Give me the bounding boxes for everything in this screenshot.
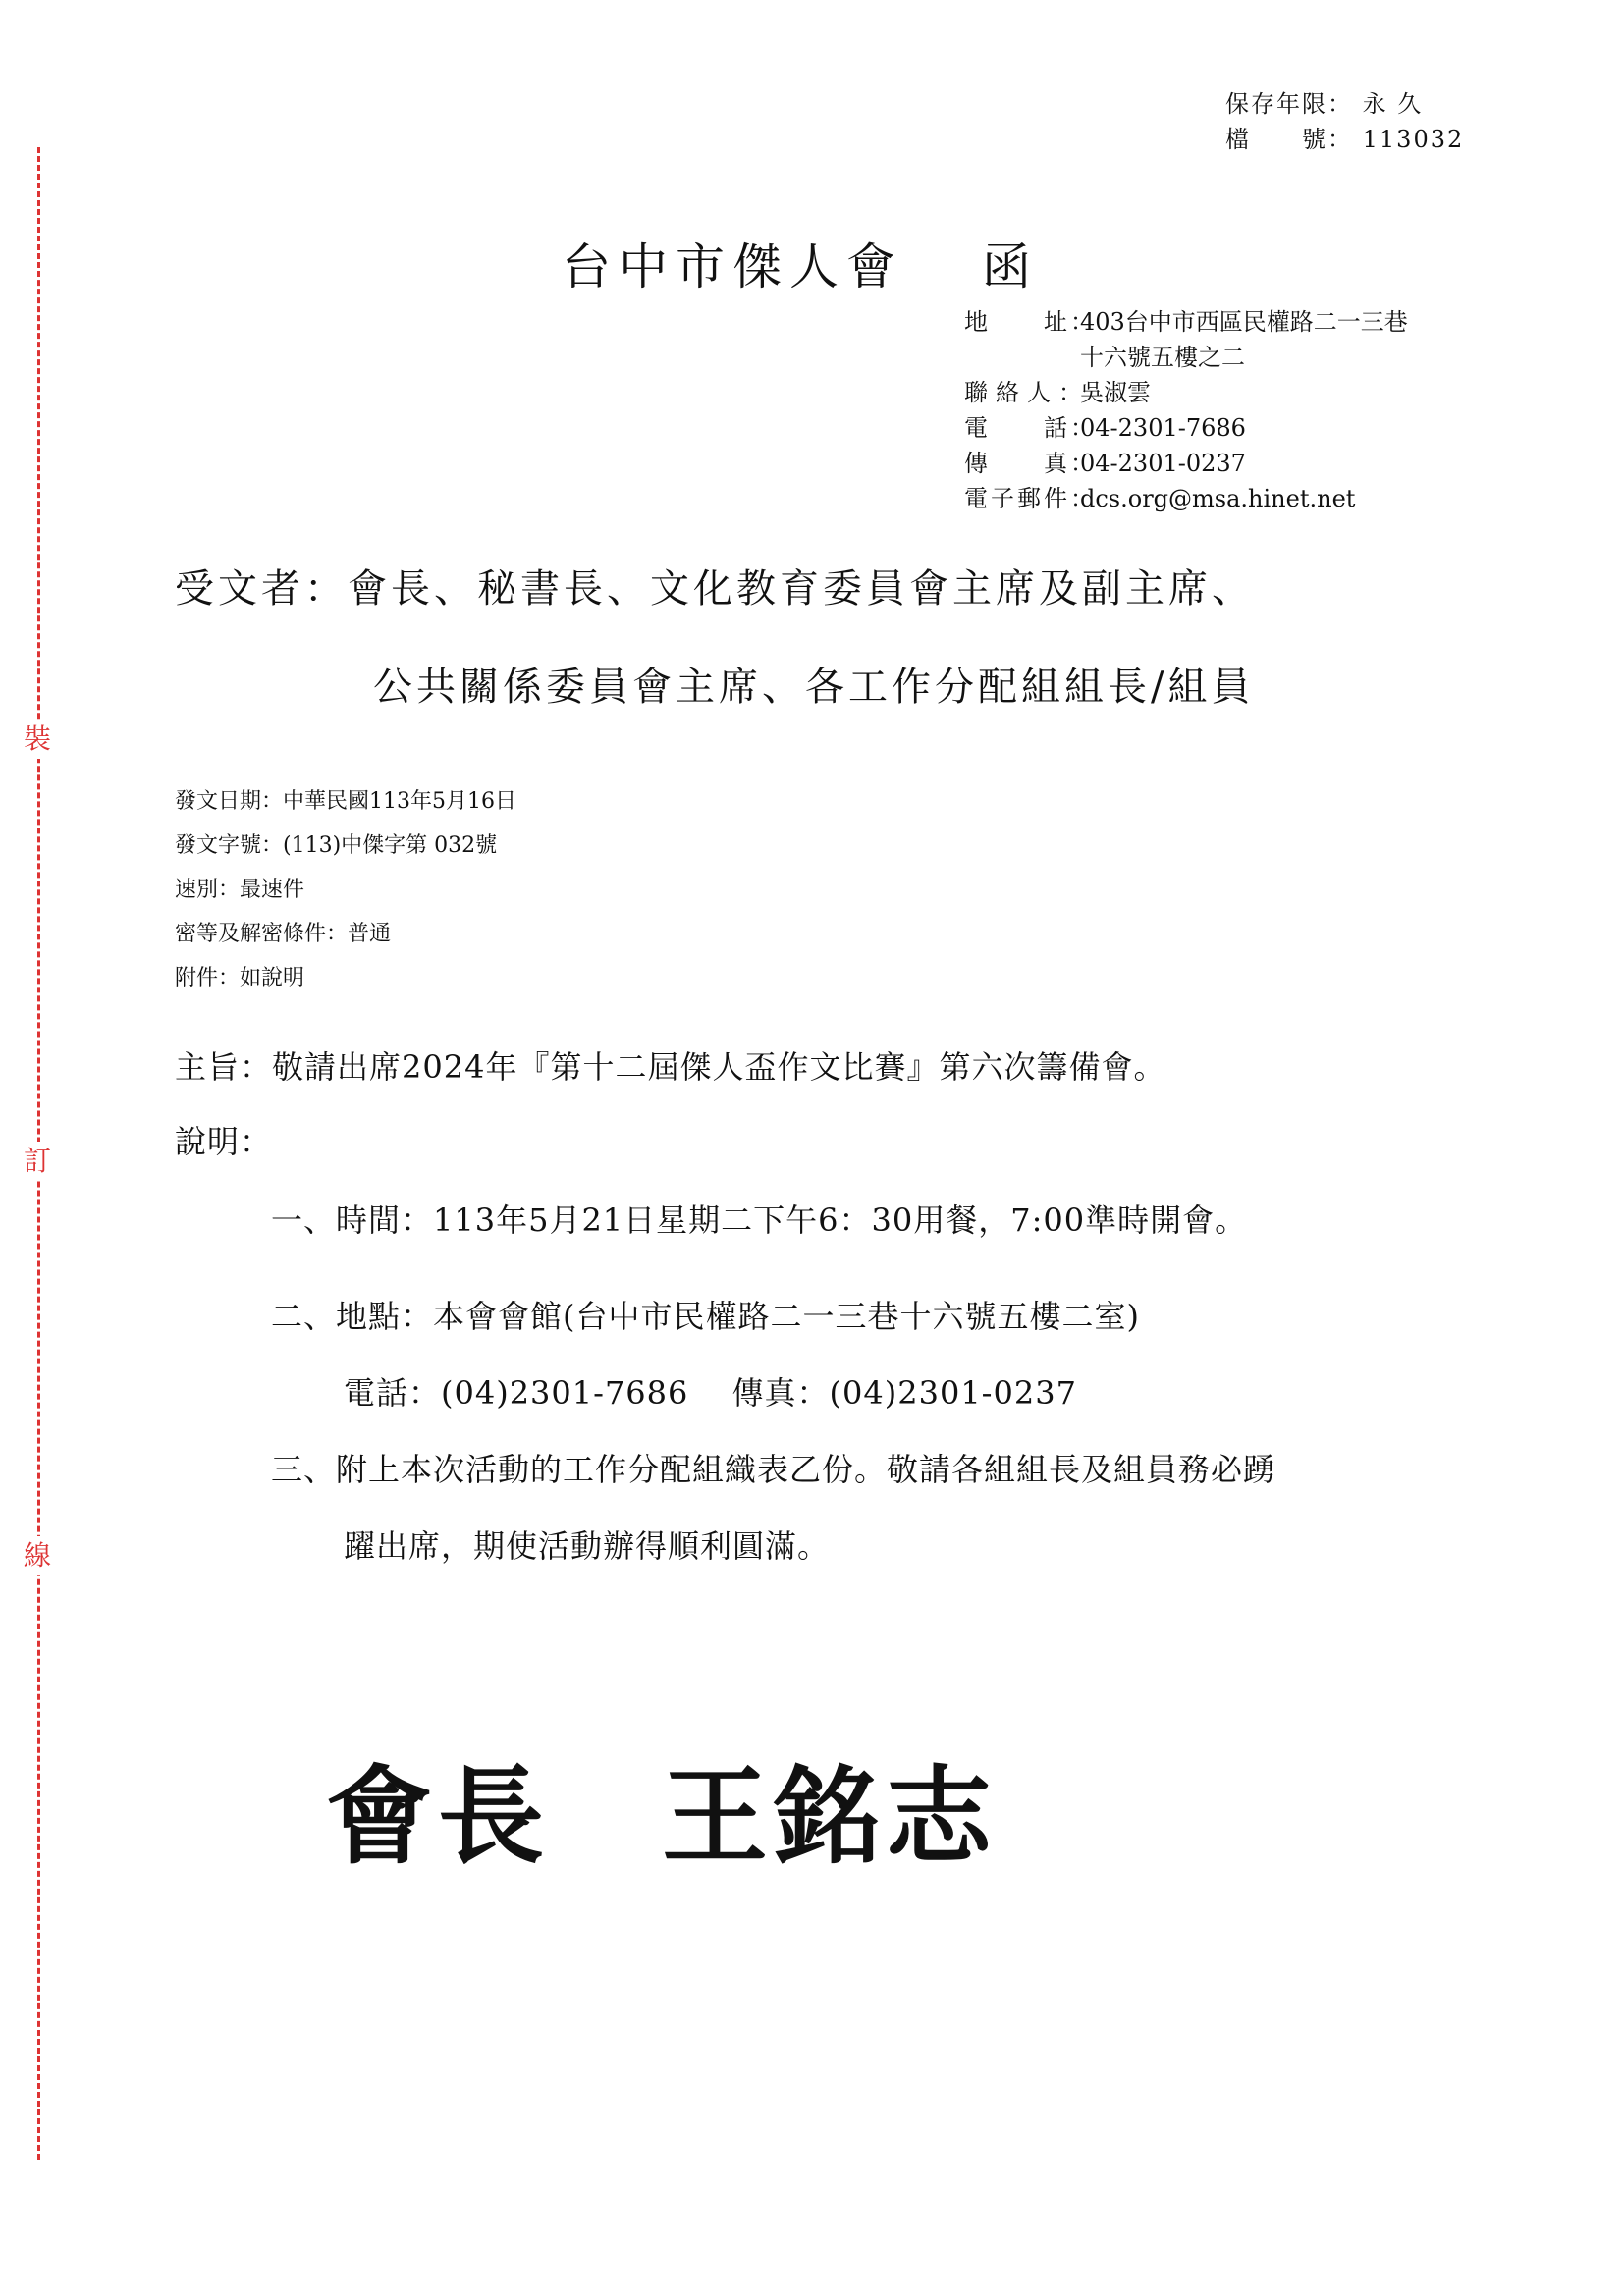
explanation-item-1: 一、時間：113年5月21日星期二下午6：30用餐，7:00準時開會。 (271, 1201, 1248, 1239)
attachment: 附件：如說明 (175, 966, 305, 990)
contact-person-label: 聯絡人： (964, 379, 1090, 406)
secrecy-class: 密等及解密條件：普通 (175, 922, 392, 946)
retention-block (1225, 86, 1464, 157)
recipients-line-1: 受文者：會長、秘書長、文化教育委員會主席及副主席、 (175, 566, 1255, 612)
recipients-line-2: 公共關係委員會主席、各工作分配組組長/組員 (373, 665, 1255, 710)
fax-number: 04-2301-0237 (1080, 450, 1246, 477)
retention-period-value: 永 久 (1362, 90, 1424, 118)
address-line-1: 403台中市西區民權路二一三巷 (1080, 308, 1408, 336)
phone-label: 電 話： (964, 414, 1097, 442)
document-type: 函 (982, 239, 1039, 295)
retention-period-label: 保存年限： (1225, 90, 1353, 118)
contact-info (964, 304, 1408, 516)
issue-number: 發文字號：(113)中傑字第 032號 (175, 833, 498, 858)
explanation-item-3-cont: 躍出席，期使活動辦得順利圓滿。 (344, 1527, 831, 1565)
signature: 會長 王銘志 (326, 1755, 999, 1879)
file-number-label: 檔 號： (1225, 126, 1353, 153)
email-label: 電子郵件： (964, 485, 1097, 512)
contact-person: 吳淑雲 (1080, 379, 1151, 406)
address-label: 地 址： (964, 308, 1097, 336)
explanation-item-3: 三、附上本次活動的工作分配組織表乙份。敬請各組組長及組員務必踴 (271, 1451, 1276, 1488)
explanation-item-2-contact: 電話：(04)2301-7686 傳真：(04)2301-0237 (344, 1374, 1077, 1412)
phone-number: 04-2301-7686 (1080, 414, 1246, 442)
explanation-item-2: 二、地點：本會會館(台中市民權路二一三巷十六號五樓二室) (271, 1298, 1140, 1335)
explanation-label: 說明： (175, 1123, 273, 1160)
binding-mark-xian: 線 (20, 1536, 55, 1575)
document-title (562, 228, 1039, 298)
binding-mark-zhuang: 裝 (20, 720, 55, 759)
binding-mark-ding: 訂 (20, 1142, 55, 1181)
email-address: dcs.org@msa.hinet.net (1080, 485, 1356, 512)
speed-class: 速別：最速件 (175, 878, 305, 902)
fax-label: 傳 真： (964, 450, 1097, 477)
issue-date: 發文日期：中華民國113年5月16日 (175, 789, 516, 814)
organization-name: 台中市傑人會 (562, 239, 903, 295)
file-number-value: 113032 (1362, 126, 1465, 153)
address-line-2: 十六號五樓之二 (1080, 344, 1245, 371)
subject: 主旨：敬請出席2024年『第十二屆傑人盃作文比賽』第六次籌備會。 (175, 1048, 1166, 1086)
document-meta (175, 779, 516, 1000)
